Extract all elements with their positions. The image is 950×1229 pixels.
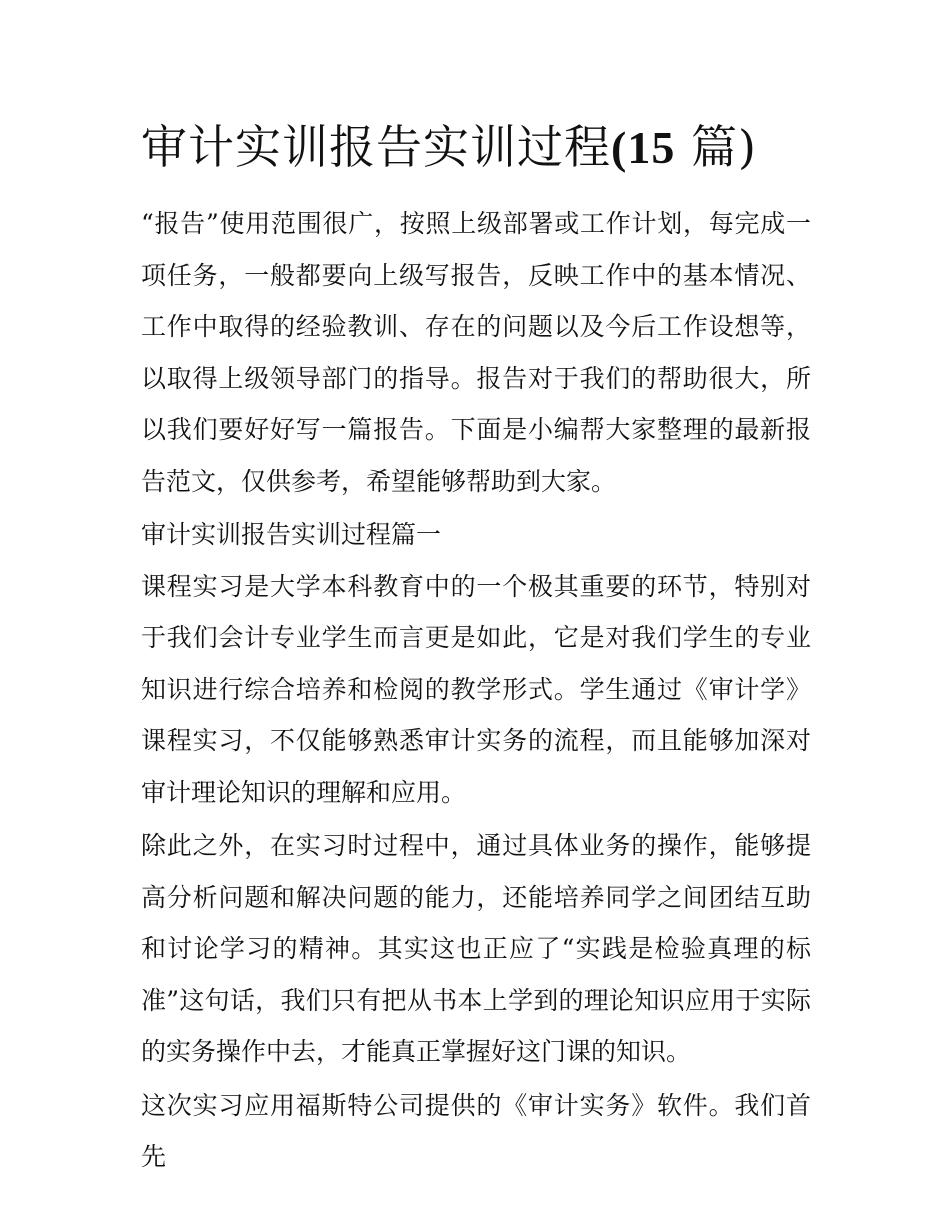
- body-paragraph: 这次实习应用福斯特公司提供的《审计实务》软件。我们首先: [141, 1090, 811, 1171]
- document-title: [141, 114, 841, 181]
- intro-paragraph: “报告”使用范围很广，按照上级部署或工作计划，每完成一项任务，一般都要向上级写报告，反映工作中的基本情况、工作中取得的经验教训、存在的问题以及今后工作设想等，以取得上级领导部门的指导。报告对于我们的帮助很大，所以我们要好好写一篇报告。下面是小编帮大家整理的最新报告范文，仅供参考，希望能够帮助到大家。: [141, 209, 811, 496]
- title-count: (15: [611, 122, 676, 173]
- body-paragraph: 除此之外，在实习时过程中，通过具体业务的操作，能够提高分析问题和解决问题的能力，还能培养同学之间团结互助和讨论学习的精神。其实这也正应了“实践是检验真理的标准”这句话，我们只有把从书本上学到的理论知识应用于实际的实务操作中去，才能真正掌握好这门课的知识。: [141, 831, 811, 1066]
- title-unit: 篇): [675, 120, 757, 174]
- body-paragraph: 课程实习是大学本科教育中的一个极其重要的环节，特别对于我们会计专业学生而言更是如此，它是对我们学生的专业知识进行综合培养和检阅的教学形式。学生通过《审计学》课程实习，不仅能够熟悉审计实务的流程，而且能够加深对审计理论知识的理解和应用。: [141, 571, 811, 807]
- section-heading: 审计实训报告实训过程篇一: [141, 520, 442, 549]
- title-text: 审计实训报告实训过程: [141, 120, 611, 174]
- document-body: [141, 198, 811, 1185]
